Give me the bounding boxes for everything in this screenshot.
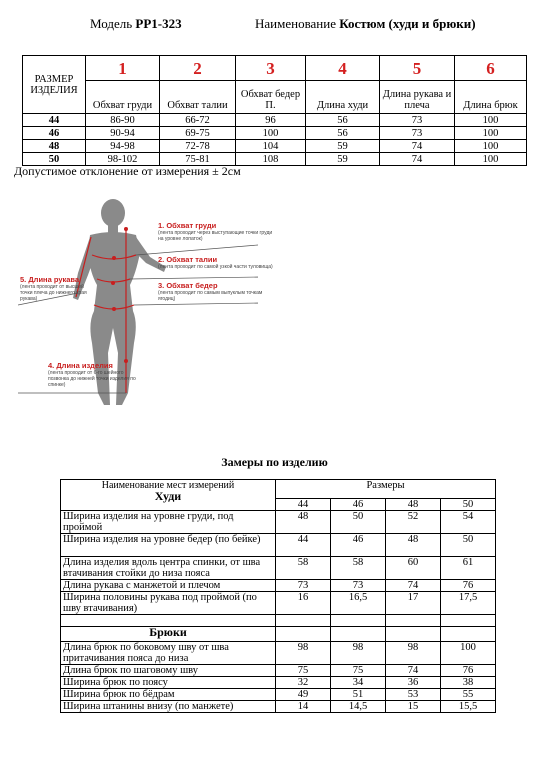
- hoodie-row: [61, 580, 496, 592]
- value-cell: 74: [380, 140, 455, 153]
- measure-value: 60: [386, 557, 441, 580]
- value-cell: 104: [236, 140, 306, 153]
- measure-value: 36: [386, 677, 441, 689]
- measure-value: 58: [331, 557, 386, 580]
- product-name-line: [255, 16, 476, 32]
- hoodie-row: [61, 557, 496, 580]
- annotation-title: 4. Длина изделия: [48, 361, 113, 370]
- col-number: 1: [86, 56, 160, 81]
- value-cell: 59: [306, 140, 380, 153]
- annotation-title: 2. Обхват талии: [158, 255, 218, 264]
- annotation-subtitle: (лента проходит от высшей точки плеча до нижнего края рукава): [20, 284, 87, 302]
- annotation-subtitle: (лента проходит по самым выпуклым точкам ягодиц): [158, 290, 263, 302]
- col-number: 6: [455, 56, 527, 81]
- measure-value: 15,5: [441, 701, 496, 713]
- measure-value: 75: [331, 665, 386, 677]
- size-header-cell: 48: [386, 499, 441, 511]
- annotation-title: 5. Длина рукава: [20, 275, 80, 284]
- measure-value: 52: [386, 511, 441, 534]
- annotation-subtitle: (лента проходит по самой узкой части туловища): [158, 264, 273, 270]
- measure-value: 98: [386, 642, 441, 665]
- size-chart-table: [22, 55, 527, 166]
- col-label: Обхват бедер П.: [236, 81, 306, 114]
- measure-value: 51: [331, 689, 386, 701]
- measure-value: 14: [276, 701, 331, 713]
- col-number: 3: [236, 56, 306, 81]
- measure-value: 14,5: [331, 701, 386, 713]
- measure-value: 50: [331, 511, 386, 534]
- value-cell: 94-98: [86, 140, 160, 153]
- measure-value: 54: [441, 511, 496, 534]
- value-cell: 56: [306, 127, 380, 140]
- measurement-figure: [18, 193, 278, 413]
- value-cell: 59: [306, 153, 380, 166]
- measure-value: 53: [386, 689, 441, 701]
- measure-value: 48: [276, 511, 331, 534]
- col-number: 5: [380, 56, 455, 81]
- value-cell: 90-94: [86, 127, 160, 140]
- size-cell: 46: [23, 127, 86, 140]
- value-cell: 108: [236, 153, 306, 166]
- measure-value: 38: [441, 677, 496, 689]
- col-label: Обхват груди: [86, 81, 160, 114]
- value-cell: 100: [236, 127, 306, 140]
- value-cell: 74: [380, 153, 455, 166]
- measure-value: 98: [331, 642, 386, 665]
- pants-row: [61, 642, 496, 665]
- size-cell: 44: [23, 114, 86, 127]
- measure-name: Длина рукава с манжетой и плечом: [61, 580, 276, 592]
- measure-name: Длина брюк по боковому шву от шва притачивания пояса до низа: [61, 642, 276, 665]
- value-cell: 100: [455, 114, 527, 127]
- measure-value: 58: [276, 557, 331, 580]
- annotation-waist: [158, 255, 276, 270]
- col-label: Обхват талии: [160, 81, 236, 114]
- measure-name: Ширина половины рукава под проймой (по шву втачивания): [61, 592, 276, 615]
- measure-value: 55: [441, 689, 496, 701]
- pants-section-row: [61, 627, 496, 642]
- measure-value: 100: [441, 642, 496, 665]
- value-cell: 98-102: [86, 153, 160, 166]
- sizes-header: Размеры: [276, 480, 496, 499]
- name-header: Наименование мест измерений Худи: [61, 480, 276, 511]
- annotation-title: 1. Обхват груди: [158, 221, 217, 230]
- measure-name: Ширина брюк по бёдрам: [61, 689, 276, 701]
- hoodie-section-label: Худи: [154, 489, 182, 503]
- product-name-prefix: Наименование: [255, 16, 340, 31]
- value-cell: 75-81: [160, 153, 236, 166]
- measure-value: 48: [386, 534, 441, 557]
- measure-value: 17,5: [441, 592, 496, 615]
- measure-value: 46: [331, 534, 386, 557]
- annotation-hips: [158, 281, 276, 302]
- model-line: [90, 16, 182, 32]
- spacer-row: [61, 615, 496, 627]
- measure-value: 32: [276, 677, 331, 689]
- annotation-length: [48, 361, 138, 388]
- measure-value: 61: [441, 557, 496, 580]
- size-corner-label: РАЗМЕР ИЗДЕЛИЯ: [23, 56, 86, 114]
- measure-name: Ширина брюк по поясу: [61, 677, 276, 689]
- col-label: Длина рукава и плеча: [380, 81, 455, 114]
- measure-value: 17: [386, 592, 441, 615]
- measure-value: 16: [276, 592, 331, 615]
- size-row: [23, 140, 527, 153]
- value-cell: 73: [380, 127, 455, 140]
- measure-value: 98: [276, 642, 331, 665]
- size-header-cell: 44: [276, 499, 331, 511]
- measure-value: 74: [386, 580, 441, 592]
- annotation-subtitle: (лента проходит от 6-го шейного позвонка до нижней точки изделия по спинке): [48, 370, 136, 388]
- measure-value: 50: [441, 534, 496, 557]
- pants-section-label: Брюки: [61, 627, 276, 642]
- measure-value: 73: [331, 580, 386, 592]
- measure-value: 73: [276, 580, 331, 592]
- measure-value: 76: [441, 665, 496, 677]
- measure-value: 75: [276, 665, 331, 677]
- measure-name: Ширина изделия на уровне груди, под проймой: [61, 511, 276, 534]
- product-name-value: Костюм (худи и брюки): [339, 16, 476, 31]
- value-cell: 100: [455, 140, 527, 153]
- value-cell: 69-75: [160, 127, 236, 140]
- pants-row: [61, 677, 496, 689]
- measure-value: 15: [386, 701, 441, 713]
- measure-value: 16,5: [331, 592, 386, 615]
- value-cell: 96: [236, 114, 306, 127]
- size-header-cell: 50: [441, 499, 496, 511]
- col-number: 4: [306, 56, 380, 81]
- size-row: [23, 114, 527, 127]
- pants-row: [61, 701, 496, 713]
- measure-name: Ширина изделия на уровне бедер (по бейке): [61, 534, 276, 557]
- size-row: [23, 127, 527, 140]
- hoodie-row: [61, 534, 496, 557]
- col-number: 2: [160, 56, 236, 81]
- annotation-sleeve: [20, 275, 92, 302]
- measure-value: 74: [386, 665, 441, 677]
- pants-row: [61, 689, 496, 701]
- annotation-subtitle: (лента проходит через выступающие точки груди на уровне лопаток): [158, 230, 273, 242]
- measure-name: Ширина штанины внизу (по манжете): [61, 701, 276, 713]
- product-measurements-table: [60, 479, 496, 713]
- model-code: PP1-323: [135, 16, 182, 31]
- value-cell: 73: [380, 114, 455, 127]
- value-cell: 66-72: [160, 114, 236, 127]
- value-cell: 72-78: [160, 140, 236, 153]
- measure-name: Длина изделия вдоль центра спинки, от шва втачивания стойки до низа пояса: [61, 557, 276, 580]
- col-label: Длина брюк: [455, 81, 527, 114]
- col-label: Длина худи: [306, 81, 380, 114]
- value-cell: 86-90: [86, 114, 160, 127]
- annotation-title: 3. Обхват бедер: [158, 281, 218, 290]
- size-cell: 50: [23, 153, 86, 166]
- size-cell: 48: [23, 140, 86, 153]
- measure-value: 44: [276, 534, 331, 557]
- measure-value: 34: [331, 677, 386, 689]
- annotation-bust: [158, 221, 276, 242]
- hoodie-row: [61, 592, 496, 615]
- size-header-cell: 46: [331, 499, 386, 511]
- hoodie-row: [61, 511, 496, 534]
- value-cell: 100: [455, 127, 527, 140]
- pants-row: [61, 665, 496, 677]
- value-cell: 56: [306, 114, 380, 127]
- tolerance-note: Допустимое отклонение от измерения ± 2см: [14, 164, 241, 178]
- measure-value: 49: [276, 689, 331, 701]
- product-table-title: Замеры по изделию: [221, 455, 328, 469]
- measure-value: 76: [441, 580, 496, 592]
- model-prefix: Модель: [90, 16, 136, 31]
- measure-name: Длина брюк по шаговому шву: [61, 665, 276, 677]
- value-cell: 100: [455, 153, 527, 166]
